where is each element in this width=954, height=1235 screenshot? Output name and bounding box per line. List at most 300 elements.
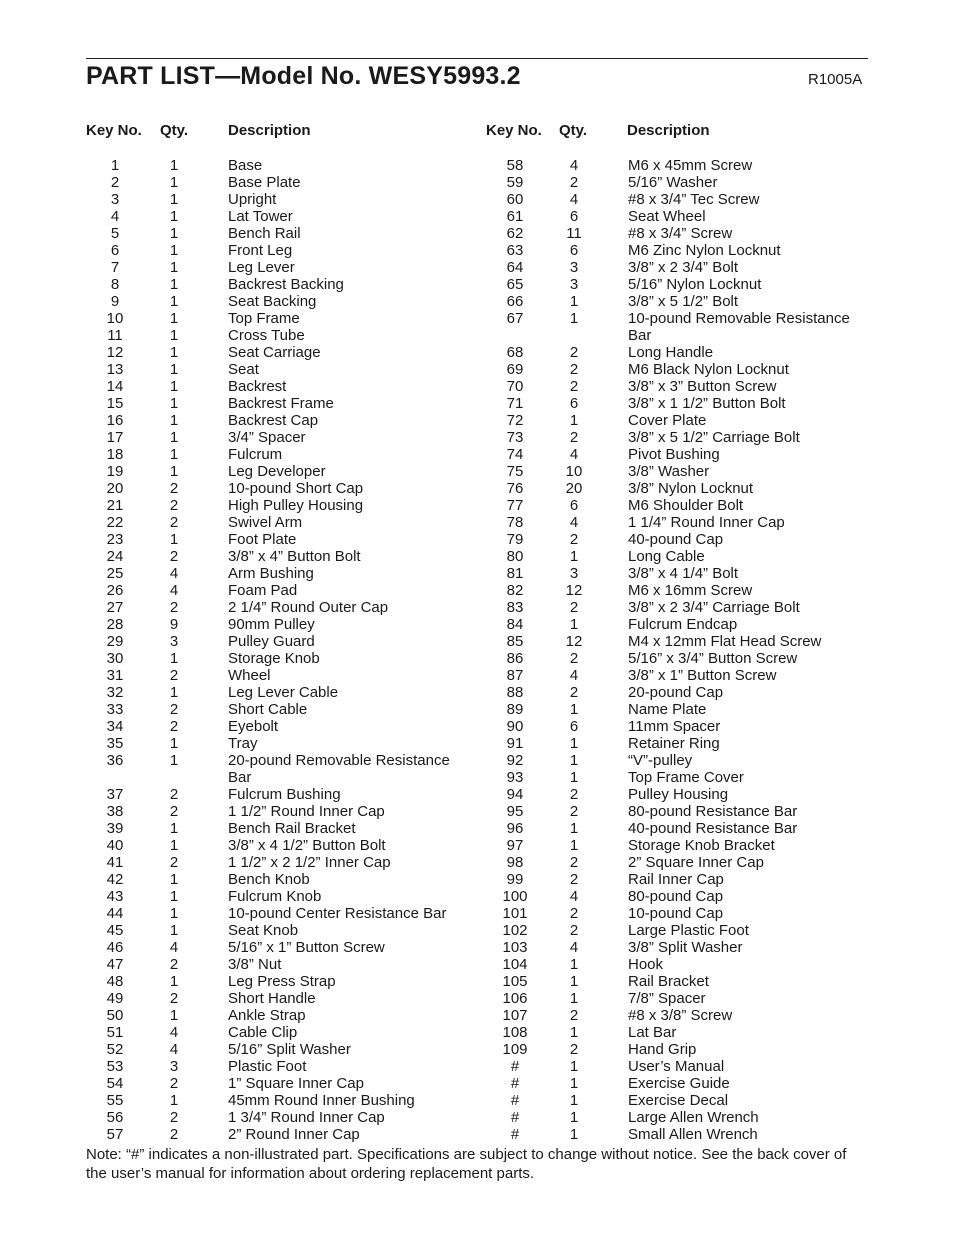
part-key-no: 3 — [110, 191, 120, 208]
part-qty: 1 — [569, 837, 579, 854]
part-row — [486, 1024, 876, 1041]
part-row — [86, 497, 476, 514]
part-qty: 2 — [169, 786, 179, 803]
part-row — [486, 191, 876, 208]
part-row — [86, 157, 476, 174]
part-row — [86, 1075, 476, 1092]
part-description: Exercise Guide — [628, 1075, 730, 1092]
part-qty: 4 — [169, 582, 179, 599]
part-description: 10-pound Short Cap — [228, 480, 364, 497]
part-key-no: 46 — [106, 939, 124, 956]
part-description: Fulcrum — [228, 446, 283, 463]
part-key-no: 32 — [106, 684, 124, 701]
part-qty: 1 — [169, 429, 179, 446]
part-qty: 2 — [569, 174, 579, 191]
part-description: Rail Bracket — [628, 973, 709, 990]
part-description: High Pulley Housing — [228, 497, 364, 514]
part-key-no: 95 — [506, 803, 524, 820]
part-description: Base — [228, 157, 263, 174]
part-row — [86, 1092, 476, 1109]
part-row — [486, 1126, 876, 1143]
part-qty: 2 — [169, 1109, 179, 1126]
part-row — [486, 701, 876, 718]
part-key-no: 1 — [110, 157, 120, 174]
part-description: 3/8” x 3” Button Screw — [628, 378, 777, 395]
part-key-no: # — [510, 1126, 520, 1143]
part-row — [86, 735, 476, 752]
part-description: Fulcrum Bushing — [228, 786, 341, 803]
parts-list-right-column — [486, 157, 876, 1143]
part-description: 3/8” x 4” Button Bolt — [228, 548, 361, 565]
part-qty: 2 — [569, 378, 579, 395]
part-key-no: 78 — [506, 514, 524, 531]
part-qty: 2 — [569, 803, 579, 820]
part-description: 2” Square Inner Cap — [628, 854, 764, 871]
part-row — [486, 616, 876, 633]
part-key-no: 47 — [106, 956, 124, 973]
part-qty: 1 — [169, 225, 179, 242]
part-key-no: 29 — [106, 633, 124, 650]
part-row — [486, 633, 876, 650]
part-qty: 3 — [569, 565, 579, 582]
part-description: 3/8” x 5 1/2” Bolt — [628, 293, 739, 310]
part-qty: 2 — [569, 429, 579, 446]
part-qty: 4 — [569, 667, 579, 684]
part-qty: 2 — [169, 701, 179, 718]
part-qty: 2 — [569, 1007, 579, 1024]
part-key-no: 40 — [106, 837, 124, 854]
part-description: 3/8” Nylon Locknut — [628, 480, 754, 497]
part-row — [86, 820, 476, 837]
part-description: Hook — [628, 956, 664, 973]
part-key-no: 106 — [502, 990, 528, 1007]
part-qty: 2 — [169, 990, 179, 1007]
part-qty: 1 — [169, 446, 179, 463]
part-row — [486, 735, 876, 752]
part-key-no: 9 — [110, 293, 120, 310]
part-qty: 6 — [569, 718, 579, 735]
part-key-no: 80 — [506, 548, 524, 565]
part-key-no: 70 — [506, 378, 524, 395]
part-row — [486, 922, 876, 939]
part-description: 5/16” Washer — [628, 174, 718, 191]
part-row — [486, 514, 876, 531]
part-row — [486, 667, 876, 684]
part-qty: 9 — [169, 616, 179, 633]
part-description: 40-pound Resistance Bar — [628, 820, 798, 837]
part-description: Pivot Bushing — [628, 446, 720, 463]
header-description-right: Description — [627, 122, 710, 139]
part-qty: 1 — [169, 922, 179, 939]
part-qty: 2 — [569, 786, 579, 803]
part-description: 20-pound Cap — [628, 684, 724, 701]
part-key-no: 38 — [106, 803, 124, 820]
part-qty: 1 — [569, 1058, 579, 1075]
part-row — [86, 1007, 476, 1024]
part-description: Pulley Housing — [628, 786, 729, 803]
part-row — [486, 871, 876, 888]
part-row — [486, 1109, 876, 1126]
part-description: Hand Grip — [628, 1041, 697, 1058]
header-qty-right: Qty. — [559, 122, 588, 139]
part-key-no: 28 — [106, 616, 124, 633]
part-row — [486, 684, 876, 701]
part-qty: 1 — [569, 310, 579, 327]
part-key-no: 34 — [106, 718, 124, 735]
part-qty: 2 — [169, 1075, 179, 1092]
part-row — [486, 1075, 876, 1092]
part-qty: 4 — [569, 191, 579, 208]
part-key-no: 61 — [506, 208, 524, 225]
part-qty: 1 — [169, 684, 179, 701]
part-description: Long Cable — [628, 548, 705, 565]
part-row — [86, 990, 476, 1007]
part-key-no: 51 — [106, 1024, 124, 1041]
part-key-no: 25 — [106, 565, 124, 582]
part-description: User’s Manual — [628, 1058, 725, 1075]
part-description: Short Cable — [228, 701, 308, 718]
part-description: Exercise Decal — [628, 1092, 729, 1109]
part-row — [486, 531, 876, 548]
part-key-no: 60 — [506, 191, 524, 208]
part-description: Front Leg — [228, 242, 293, 259]
part-description: Base Plate — [228, 174, 301, 191]
part-key-no: 37 — [106, 786, 124, 803]
part-row — [486, 990, 876, 1007]
part-description: Arm Bushing — [228, 565, 314, 582]
part-key-no: 85 — [506, 633, 524, 650]
part-qty: 1 — [169, 293, 179, 310]
part-row — [86, 225, 476, 242]
part-row — [486, 752, 876, 769]
part-row — [86, 616, 476, 633]
part-row — [86, 1058, 476, 1075]
part-row — [486, 310, 876, 327]
part-row — [486, 888, 876, 905]
part-qty: 4 — [169, 939, 179, 956]
part-description: M6 Shoulder Bolt — [628, 497, 744, 514]
part-qty: 4 — [569, 888, 579, 905]
part-description: 80-pound Cap — [628, 888, 724, 905]
part-row — [86, 667, 476, 684]
part-key-no: 79 — [506, 531, 524, 548]
part-description: Short Handle — [228, 990, 316, 1007]
part-qty: 4 — [569, 446, 579, 463]
part-key-no: 20 — [106, 480, 124, 497]
part-description: Wheel — [228, 667, 271, 684]
part-key-no: 56 — [106, 1109, 124, 1126]
part-row — [486, 344, 876, 361]
part-row — [486, 242, 876, 259]
part-key-no: 93 — [506, 769, 524, 786]
part-row — [86, 939, 476, 956]
part-description: 3/8” x 4 1/4” Bolt — [628, 565, 739, 582]
part-row — [86, 718, 476, 735]
part-description: Leg Press Strap — [228, 973, 336, 990]
part-key-no: 105 — [502, 973, 528, 990]
part-key-no: 44 — [106, 905, 124, 922]
part-description: Seat Carriage — [228, 344, 321, 361]
part-row — [86, 293, 476, 310]
part-key-no: 73 — [506, 429, 524, 446]
part-description: Storage Knob Bracket — [628, 837, 775, 854]
part-key-no: 42 — [106, 871, 124, 888]
part-row — [486, 854, 876, 871]
part-key-no: 16 — [106, 412, 124, 429]
part-key-no: 36 — [106, 752, 124, 769]
part-row — [86, 752, 476, 769]
part-description: 10-pound Removable Resistance — [628, 310, 850, 327]
part-description: Storage Knob — [228, 650, 320, 667]
part-key-no: 94 — [506, 786, 524, 803]
part-key-no: 69 — [506, 361, 524, 378]
part-description: Seat Backing — [228, 293, 317, 310]
part-key-no: 27 — [106, 599, 124, 616]
part-qty: 1 — [169, 395, 179, 412]
part-key-no: 43 — [106, 888, 124, 905]
part-key-no: 41 — [106, 854, 124, 871]
part-qty: 1 — [169, 1007, 179, 1024]
part-row — [486, 1058, 876, 1075]
part-description: 45mm Round Inner Bushing — [228, 1092, 415, 1109]
part-qty: 1 — [169, 378, 179, 395]
part-row — [486, 939, 876, 956]
part-row — [86, 633, 476, 650]
part-description: Foam Pad — [228, 582, 298, 599]
part-row — [486, 361, 876, 378]
part-row — [86, 310, 476, 327]
part-key-no: 45 — [106, 922, 124, 939]
part-description: 3/8” Washer — [628, 463, 710, 480]
part-row — [86, 837, 476, 854]
part-qty: 1 — [169, 650, 179, 667]
part-qty: 6 — [569, 242, 579, 259]
part-description: 1 1/2” Round Inner Cap — [228, 803, 385, 820]
part-row — [486, 395, 876, 412]
part-row — [86, 803, 476, 820]
part-qty: 2 — [169, 718, 179, 735]
part-description: 3/8” Nut — [228, 956, 282, 973]
part-description: 3/8” x 1” Button Screw — [628, 667, 777, 684]
part-qty: 12 — [565, 582, 583, 599]
part-row — [486, 293, 876, 310]
part-key-no: 58 — [506, 157, 524, 174]
part-description: Backrest — [228, 378, 287, 395]
part-row — [86, 395, 476, 412]
part-key-no: # — [510, 1109, 520, 1126]
part-row — [86, 531, 476, 548]
part-description: Seat Wheel — [628, 208, 706, 225]
part-description: 2” Round Inner Cap — [228, 1126, 360, 1143]
part-qty: 1 — [169, 259, 179, 276]
part-description: Cable Clip — [228, 1024, 298, 1041]
part-key-no: 64 — [506, 259, 524, 276]
part-description: Backrest Cap — [228, 412, 319, 429]
part-key-no: 68 — [506, 344, 524, 361]
part-description: Foot Plate — [228, 531, 297, 548]
part-description: 5/16” x 1” Button Screw — [228, 939, 385, 956]
part-qty: 3 — [569, 259, 579, 276]
part-description: 1 1/4” Round Inner Cap — [628, 514, 785, 531]
part-qty: 2 — [569, 684, 579, 701]
part-key-no: 104 — [502, 956, 528, 973]
part-qty: 1 — [169, 973, 179, 990]
part-qty: 3 — [169, 633, 179, 650]
part-qty: 1 — [569, 1024, 579, 1041]
part-row — [86, 191, 476, 208]
part-qty: 2 — [169, 514, 179, 531]
part-row — [86, 208, 476, 225]
part-description: Large Allen Wrench — [628, 1109, 759, 1126]
part-row — [86, 514, 476, 531]
part-qty: 1 — [569, 412, 579, 429]
part-row — [486, 599, 876, 616]
part-row — [486, 259, 876, 276]
part-description: 2 1/4” Round Outer Cap — [228, 599, 389, 616]
part-key-no: 6 — [110, 242, 120, 259]
part-description: 10-pound Center Resistance Bar — [228, 905, 447, 922]
part-description: #8 x 3/4” Screw — [628, 225, 733, 242]
part-row — [86, 973, 476, 990]
part-description: Bench Knob — [228, 871, 310, 888]
header-key-no-right: Key No. — [486, 122, 542, 139]
part-key-no: 49 — [106, 990, 124, 1007]
part-key-no: 13 — [106, 361, 124, 378]
part-key-no: 22 — [106, 514, 124, 531]
part-qty: 1 — [569, 1109, 579, 1126]
part-row — [486, 582, 876, 599]
part-row — [486, 463, 876, 480]
part-row — [86, 429, 476, 446]
part-qty: 2 — [169, 548, 179, 565]
part-row — [486, 446, 876, 463]
part-row — [86, 871, 476, 888]
part-description: Bench Rail — [228, 225, 301, 242]
part-qty: 1 — [569, 1126, 579, 1143]
part-key-no: 99 — [506, 871, 524, 888]
part-description: 3/8” Split Washer — [628, 939, 743, 956]
part-description: Fulcrum Knob — [228, 888, 322, 905]
part-key-no: # — [510, 1092, 520, 1109]
part-row — [86, 565, 476, 582]
part-row — [86, 1041, 476, 1058]
part-key-no: 39 — [106, 820, 124, 837]
part-row — [86, 446, 476, 463]
page-title: PART LIST—Model No. WESY5993.2 — [86, 62, 521, 90]
part-key-no: 5 — [110, 225, 120, 242]
part-qty: 6 — [569, 208, 579, 225]
part-key-no: 89 — [506, 701, 524, 718]
part-qty: 1 — [169, 905, 179, 922]
part-description: M6 x 45mm Screw — [628, 157, 753, 174]
part-qty: 1 — [569, 548, 579, 565]
part-description: Tray — [228, 735, 258, 752]
part-qty: 2 — [169, 480, 179, 497]
part-description: Top Frame — [228, 310, 300, 327]
part-key-no: 103 — [502, 939, 528, 956]
part-qty: 2 — [169, 854, 179, 871]
part-qty: 1 — [569, 752, 579, 769]
part-key-no: 102 — [502, 922, 528, 939]
part-qty: 1 — [169, 463, 179, 480]
part-key-no: 31 — [106, 667, 124, 684]
part-description: 1 3/4” Round Inner Cap — [228, 1109, 385, 1126]
part-key-no: 17 — [106, 429, 124, 446]
part-qty: 1 — [169, 327, 179, 344]
part-qty: 2 — [569, 871, 579, 888]
part-row — [86, 242, 476, 259]
part-key-no: 91 — [506, 735, 524, 752]
part-row — [86, 412, 476, 429]
part-row — [486, 820, 876, 837]
part-description: 40-pound Cap — [628, 531, 724, 548]
part-description: Leg Lever Cable — [228, 684, 339, 701]
part-qty: 6 — [569, 497, 579, 514]
part-row — [86, 276, 476, 293]
part-row — [486, 718, 876, 735]
part-qty: 1 — [169, 531, 179, 548]
part-qty: 2 — [569, 905, 579, 922]
part-row — [86, 905, 476, 922]
part-row — [86, 1109, 476, 1126]
part-key-no: 97 — [506, 837, 524, 854]
part-description: Cover Plate — [628, 412, 707, 429]
part-key-no: 76 — [506, 480, 524, 497]
part-key-no: 21 — [106, 497, 124, 514]
part-description: M6 Black Nylon Locknut — [628, 361, 789, 378]
part-qty: 1 — [569, 701, 579, 718]
part-description: Leg Developer — [228, 463, 326, 480]
part-description: Lat Bar — [628, 1024, 677, 1041]
part-description: M6 x 16mm Screw — [628, 582, 753, 599]
part-description: Large Plastic Foot — [628, 922, 749, 939]
part-description: Seat Knob — [228, 922, 299, 939]
part-description: Rail Inner Cap — [628, 871, 724, 888]
part-description: 5/16” Nylon Locknut — [628, 276, 762, 293]
part-qty: 2 — [169, 803, 179, 820]
part-description: Seat — [228, 361, 259, 378]
part-qty: 2 — [569, 922, 579, 939]
part-key-no: 98 — [506, 854, 524, 871]
part-key-no: 52 — [106, 1041, 124, 1058]
part-row — [86, 786, 476, 803]
part-description: 3/4” Spacer — [228, 429, 306, 446]
part-qty: 1 — [169, 310, 179, 327]
part-row — [86, 922, 476, 939]
top-rule — [86, 58, 868, 59]
part-description: 3/8” x 2 3/4” Carriage Bolt — [628, 599, 800, 616]
part-qty: 1 — [569, 990, 579, 1007]
part-row — [486, 769, 876, 786]
part-key-no: 100 — [502, 888, 528, 905]
part-key-no: 82 — [506, 582, 524, 599]
part-description: “V”-pulley — [628, 752, 693, 769]
part-row — [86, 344, 476, 361]
part-key-no: 109 — [502, 1041, 528, 1058]
part-description: Fulcrum Endcap — [628, 616, 738, 633]
part-key-no: 96 — [506, 820, 524, 837]
part-description: Bar — [228, 769, 252, 786]
part-key-no: 8 — [110, 276, 120, 293]
part-qty: 4 — [169, 565, 179, 582]
part-qty: 12 — [565, 633, 583, 650]
part-qty: 1 — [169, 174, 179, 191]
part-key-no: 54 — [106, 1075, 124, 1092]
part-key-no: 15 — [106, 395, 124, 412]
part-description: Retainer Ring — [628, 735, 720, 752]
part-qty: 4 — [569, 939, 579, 956]
part-description: 20-pound Removable Resistance — [228, 752, 450, 769]
